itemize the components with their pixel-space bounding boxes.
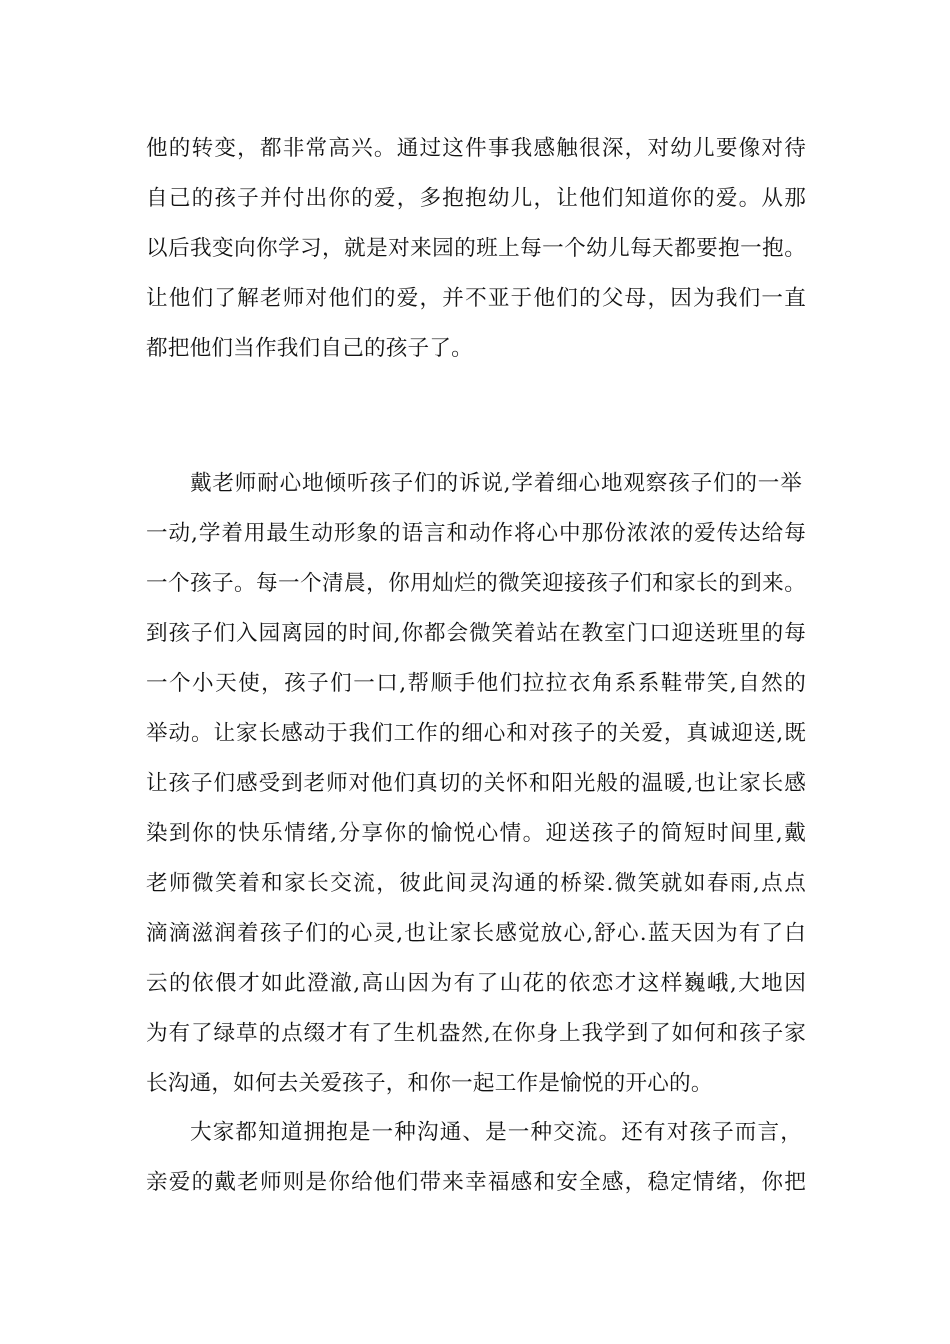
- paragraph-1-line-2: 自己的孩子并付出你的爱，多抱抱幼儿，让他们知道你的爱。从那: [146, 186, 806, 211]
- paragraph-2-line-7: 让孩子们感受到老师对他们真切的关怀和阳光般的温暖,也让家长感: [146, 771, 806, 796]
- paragraph-1-line-5: 都把他们当作我们自己的孩子了。: [146, 336, 473, 361]
- paragraph-2-line-3: 一个孩子。每一个清晨，你用灿烂的微笑迎接孩子们和家长的到来。: [146, 571, 806, 596]
- paragraph-1-line-3: 以后我变向你学习，就是对来园的班上每一个幼儿每天都要抱一抱。: [146, 236, 806, 261]
- paragraph-3-line-2: 亲爱的戴老师则是你给他们带来幸福感和安全感，稳定情绪，你把: [146, 1170, 806, 1195]
- paragraph-2-line-12: 为有了绿草的点缀才有了生机盎然,在你身上我学到了如何和孩子家: [146, 1021, 806, 1046]
- paragraph-2-line-2: 一动,学着用最生动形象的语言和动作将心中那份浓浓的爱传达给每: [146, 521, 806, 546]
- paragraph-2-line-8: 染到你的快乐情绪,分享你的愉悦心情。迎送孩子的简短时间里,戴: [146, 821, 806, 846]
- paragraph-2-line-13: 长沟通，如何去关爱孩子，和你一起工作是愉悦的开心的。: [146, 1071, 713, 1096]
- paragraph-3-line-1: 大家都知道拥抱是一种沟通、是一种交流。还有对孩子而言，: [190, 1120, 802, 1145]
- paragraph-2-line-10: 滴滴滋润着孩子们的心灵,也让家长感觉放心,舒心.蓝天因为有了白: [146, 921, 806, 946]
- paragraph-2-line-5: 一个小天使，孩子们一口,帮顺手他们拉拉衣角系系鞋带笑,自然的: [146, 671, 806, 696]
- paragraph-2-line-4: 到孩子们入园离园的时间,你都会微笑着站在教室门口迎送班里的每: [146, 621, 806, 646]
- paragraph-2-line-11: 云的依偎才如此澄澈,高山因为有了山花的依恋才这样巍峨,大地因: [146, 971, 806, 996]
- paragraph-2-line-9: 老师微笑着和家长交流，彼此间灵沟通的桥梁.微笑就如春雨,点点: [146, 871, 806, 896]
- paragraph-2-line-6: 举动。让家长感动于我们工作的细心和对孩子的关爱，真诚迎送,既: [146, 721, 806, 746]
- paragraph-2-line-1: 戴老师耐心地倾听孩子们的诉说,学着细心地观察孩子们的一举: [190, 471, 802, 496]
- paragraph-1-line-1: 他的转变，都非常高兴。通过这件事我感触很深，对幼儿要像对待: [146, 136, 806, 161]
- paragraph-1-line-4: 让他们了解老师对他们的爱，并不亚于他们的父母，因为我们一直: [146, 286, 806, 311]
